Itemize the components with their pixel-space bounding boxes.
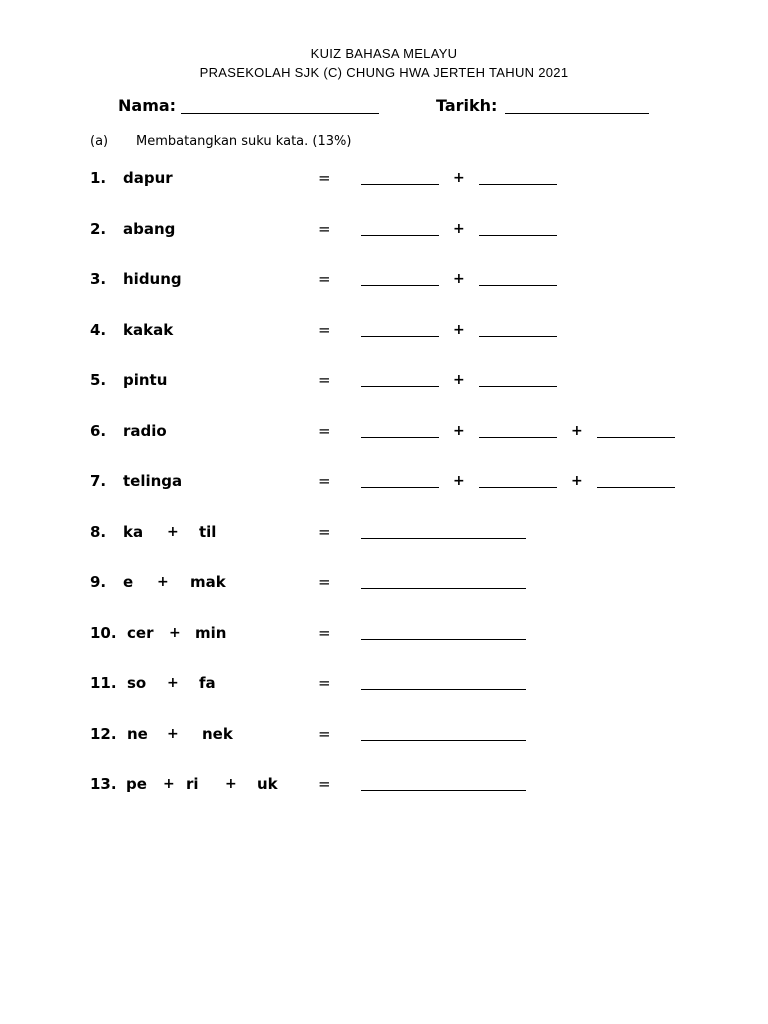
question-word: abang [123,220,176,238]
answer-blank[interactable] [361,588,526,589]
syllable-part: nek [202,725,233,743]
answer-blank[interactable] [361,740,526,741]
equals-sign: = [318,523,331,541]
plus-sign: + [453,372,465,388]
question-number: 7. [90,472,107,490]
plus-sign: + [157,574,169,590]
section-marker: (a) [90,134,109,149]
plus-sign: + [453,473,465,489]
date-label: Tarikh: [436,96,498,115]
equals-sign: = [318,371,331,389]
syllable-blank[interactable] [479,386,557,387]
syllable-part: uk [257,775,278,793]
question-number: 1. [90,169,107,187]
plus-sign: + [167,726,179,742]
syllable-blank[interactable] [479,437,557,438]
question-word: hidung [123,270,182,288]
equals-sign: = [318,270,331,288]
plus-sign: + [453,271,465,287]
plus-sign: + [167,675,179,691]
syllable-part: min [195,624,227,642]
plus-sign: + [453,322,465,338]
name-field[interactable] [181,113,379,114]
name-label: Nama: [118,96,177,115]
equals-sign: = [318,472,331,490]
answer-blank[interactable] [361,538,526,539]
question-word: telinga [123,472,183,490]
equals-sign: = [318,321,331,339]
syllable-blank[interactable] [479,184,557,185]
equals-sign: = [318,624,331,642]
plus-sign: + [169,625,181,641]
syllable-blank[interactable] [479,487,557,488]
syllable-part: ri [186,775,199,793]
question-number: 9. [90,573,107,591]
plus-sign: + [571,473,583,489]
syllable-blank[interactable] [361,386,439,387]
answer-blank[interactable] [361,689,526,690]
question-number: 6. [90,422,107,440]
quiz-title: KUIZ BAHASA MELAYU [310,46,458,61]
question-number: 3. [90,270,107,288]
question-number: 4. [90,321,107,339]
plus-sign: + [453,221,465,237]
question-word: dapur [123,169,173,187]
answer-blank[interactable] [361,639,526,640]
syllable-part: cer [127,624,154,642]
question-word: pintu [123,371,168,389]
question-number: 13. [90,775,117,793]
syllable-part: mak [190,573,226,591]
equals-sign: = [318,422,331,440]
equals-sign: = [318,725,331,743]
plus-sign: + [453,423,465,439]
syllable-blank[interactable] [479,235,557,236]
plus-sign: + [167,524,179,540]
syllable-blank[interactable] [479,285,557,286]
question-number: 2. [90,220,107,238]
syllable-blank[interactable] [597,487,675,488]
syllable-part: fa [199,674,216,692]
syllable-part: pe [126,775,147,793]
syllable-part: so [127,674,147,692]
syllable-blank[interactable] [361,285,439,286]
syllable-part: ka [123,523,144,541]
syllable-blank[interactable] [361,184,439,185]
date-field[interactable] [505,113,649,114]
plus-sign: + [163,776,175,792]
question-number: 8. [90,523,107,541]
syllable-part: til [199,523,217,541]
question-word: radio [123,422,167,440]
equals-sign: = [318,220,331,238]
equals-sign: = [318,775,331,793]
question-number: 12. [90,725,117,743]
syllable-blank[interactable] [597,437,675,438]
question-number: 5. [90,371,107,389]
equals-sign: = [318,674,331,692]
equals-sign: = [318,573,331,591]
plus-sign: + [225,776,237,792]
syllable-part: e [123,573,134,591]
syllable-blank[interactable] [361,437,439,438]
syllable-blank[interactable] [361,235,439,236]
question-number: 11. [90,674,117,692]
equals-sign: = [318,169,331,187]
quiz-subtitle: PRASEKOLAH SJK (C) CHUNG HWA JERTEH TAHUN 2021 [199,65,569,80]
answer-blank[interactable] [361,790,526,791]
syllable-blank[interactable] [361,336,439,337]
plus-sign: + [571,423,583,439]
question-number: 10. [90,624,117,642]
syllable-blank[interactable] [479,336,557,337]
question-word: kakak [123,321,174,339]
syllable-blank[interactable] [361,487,439,488]
syllable-part: ne [127,725,148,743]
plus-sign: + [453,170,465,186]
section-instruction: Membatangkan suku kata. (13%) [136,134,352,149]
